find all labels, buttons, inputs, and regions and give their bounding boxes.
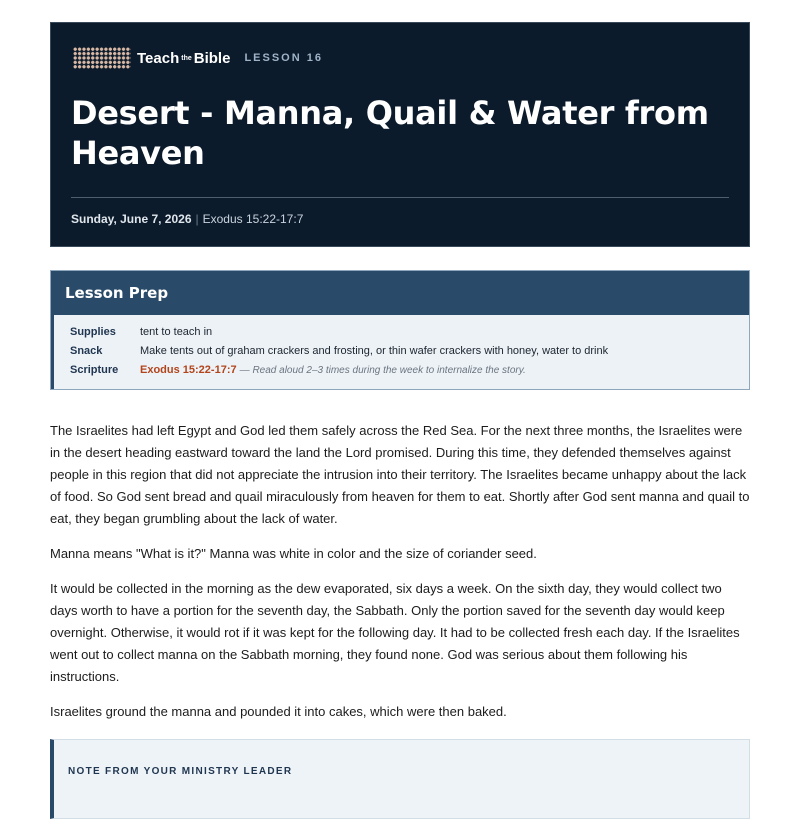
- brand-name-small: the: [181, 54, 192, 62]
- scripture-reference-link[interactable]: Exodus 15:22-17:7: [140, 364, 237, 376]
- header-divider: [71, 197, 729, 198]
- prep-row-snack: [70, 345, 608, 357]
- meta-separator: |: [195, 212, 199, 226]
- content-paragraph: Manna means "What is it?" Manna was white in color and the size of coriander seed.: [50, 546, 537, 561]
- brand-logo-icon: [73, 47, 131, 69]
- brand-name-part2: Bible: [193, 49, 231, 67]
- lesson-content: [50, 420, 750, 736]
- lesson-prep-heading: Lesson Prep: [51, 271, 749, 315]
- content-paragraph: It would be collected in the morning as the dew evaporated, six days a week. On the sixth day, they would collect two days worth to have a portion for the seventh day, the Sabbath. Only the portion saved for the seventh day would keep overnight. Otherwise, it would rot if it was kept for the following day. It had to be collected fresh each day. If the Israelites went out to collect manna on the Sabbath morning, they found none. God was serious about them following his instructions.: [50, 581, 740, 684]
- lesson-number: LESSON 16: [244, 52, 323, 64]
- snack-value: Make tents out of graham crackers and frosting, or thin wafer crackers with honey, water to drink: [140, 345, 609, 357]
- supplies-label: Supplies: [70, 326, 116, 338]
- prep-row-scripture: [70, 364, 526, 376]
- page-title: Desert - Manna, Quail & Water from Heaven: [71, 94, 709, 172]
- scripture-label: Scripture: [70, 364, 119, 376]
- brand: [73, 47, 323, 69]
- supplies-value: tent to teach in: [140, 326, 213, 338]
- content-paragraph: Israelites ground the manna and pounded it into cakes, which were then baked.: [50, 704, 507, 719]
- lesson-header: [50, 22, 750, 247]
- lesson-prep-body: [51, 315, 749, 389]
- lesson-meta: [71, 212, 303, 226]
- lesson-prep-panel: [50, 270, 750, 390]
- prep-row-supplies: [70, 326, 212, 338]
- brand-name-part1: Teach: [137, 49, 180, 67]
- scripture-note: — Read aloud 2–3 times during the week to internalize the story.: [239, 365, 526, 376]
- snack-label: Snack: [70, 345, 103, 357]
- brand-name: [137, 50, 230, 67]
- lesson-date: Sunday, June 7, 2026: [71, 212, 192, 226]
- ministry-leader-note-label: NOTE FROM YOUR MINISTRY LEADER: [68, 766, 293, 777]
- content-paragraph: The Israelites had left Egypt and God led them safely across the Red Sea. For the next three months, the Israelites were in the desert heading eastward toward the land the Lord promised. During this time, they defended themselves against people in this region that did not appreciate the intrusion into their territory. The Israelites became unhappy about the lack of food. So God sent bread and quail miraculously from heaven for them to eat. Shortly after God sent manna and quail to eat, they began grumbling about the lack of water.: [50, 423, 750, 526]
- lesson-passage: Exodus 15:22-17:7: [202, 212, 304, 226]
- ministry-leader-note: [50, 739, 750, 819]
